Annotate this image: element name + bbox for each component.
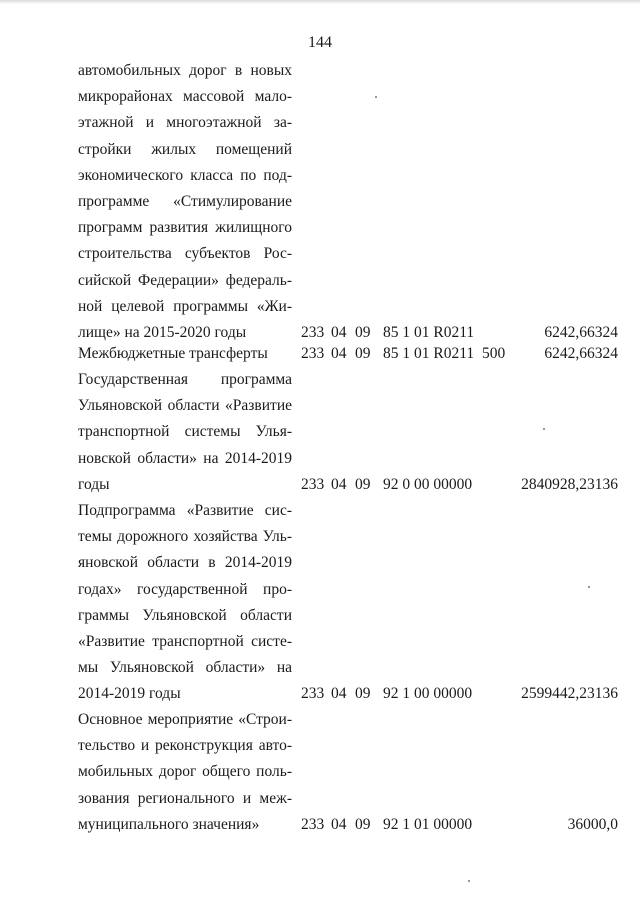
row-description-line: годы <box>78 475 110 493</box>
amount-cell: 6242,66324 <box>544 345 618 362</box>
amount-cell: 2599442,23136 <box>521 685 618 703</box>
row-description-line: микрорайонах массовой мало- <box>78 88 292 106</box>
admin-code-cell: 233 <box>301 345 325 362</box>
target-article-cell: 92 1 00 00000 <box>383 685 473 703</box>
row-description-line: лище» на 2015-2020 годы <box>78 324 247 341</box>
row-description-line: годах» государственной про- <box>78 580 292 598</box>
admin-code-cell: 233 <box>301 815 325 833</box>
row-description-line: автомобильных дорог в новых <box>78 62 292 79</box>
row-description-line: транспортной системы Улья- <box>78 423 292 441</box>
row-description-line: новской области» на 2014-2019 <box>78 449 292 467</box>
row-description-line: Государственная программа <box>78 371 292 388</box>
row-description-line: этажной и многоэтажной за- <box>78 114 292 132</box>
subsection-code-cell: 09 <box>355 475 371 493</box>
subsection-code-cell: 09 <box>355 815 371 833</box>
scan-speck <box>468 880 470 882</box>
expense-type-cell: 500 <box>482 345 506 362</box>
row-description-line: строительства субъектов Рос- <box>78 245 292 263</box>
subsection-code-cell: 09 <box>355 685 371 703</box>
admin-code-cell: 233 <box>301 324 325 341</box>
scan-speck <box>588 586 590 588</box>
row-description-line: граммы Ульяновской области <box>78 606 292 624</box>
admin-code-cell: 233 <box>301 475 325 493</box>
row-description-line: мы Ульяновской области» на <box>78 659 292 677</box>
row-description-line: муниципального значения» <box>78 815 260 833</box>
row-description-line: экономического класса по под- <box>78 166 292 184</box>
row-description-line: Межбюджетные трансферты <box>78 345 268 362</box>
section-code-cell: 04 <box>331 324 347 341</box>
row-description-line: тельство и реконструкция авто- <box>78 737 292 755</box>
subsection-code-cell: 09 <box>355 345 371 362</box>
row-description-line: мобильных дорог общего поль- <box>78 763 292 781</box>
amount-cell: 6242,66324 <box>544 324 618 341</box>
scan-speck <box>543 428 545 430</box>
page-number: 144 <box>308 34 332 51</box>
target-article-cell: 85 1 01 R0211 <box>383 324 475 341</box>
table-row <box>0 341 640 367</box>
scan-speck <box>375 96 377 98</box>
row-description-line: ной целевой программы «Жи- <box>78 297 292 315</box>
section-code-cell: 04 <box>331 685 347 703</box>
target-article-cell: 85 1 01 R0211 <box>383 345 475 362</box>
row-description-line: «Развитие транспортной систе- <box>78 633 292 650</box>
amount-cell: 2840928,23136 <box>521 475 618 493</box>
subsection-code-cell: 09 <box>355 324 371 341</box>
table-row <box>0 58 640 346</box>
table-row <box>0 367 640 498</box>
row-description-line: темы дорожного хозяйства Уль- <box>78 528 292 546</box>
row-description-line: Ульяновской области «Развитие <box>78 397 292 415</box>
target-article-cell: 92 0 00 00000 <box>383 475 473 493</box>
section-code-cell: 04 <box>331 345 347 362</box>
row-description-line: программе «Стимулирование <box>78 193 292 210</box>
row-description-line: Основное мероприятие «Строи- <box>78 711 292 728</box>
row-description-line: стройки жилых помещений <box>78 140 292 158</box>
row-description-line: 2014-2019 годы <box>78 685 181 703</box>
section-code-cell: 04 <box>331 475 347 493</box>
table-row <box>0 707 640 838</box>
amount-cell: 36000,0 <box>567 815 618 833</box>
row-description-line: Подпрограмма «Развитие сис- <box>78 502 292 519</box>
row-description-line: сийской Федерации» федераль- <box>78 271 292 289</box>
row-description-line: программ развития жилищного <box>78 219 292 237</box>
row-description-line: зования регионального и меж- <box>78 789 292 807</box>
admin-code-cell: 233 <box>301 685 325 703</box>
table-row <box>0 498 640 708</box>
scan-edge <box>0 0 640 4</box>
target-article-cell: 92 1 01 00000 <box>383 815 473 833</box>
section-code-cell: 04 <box>331 815 347 833</box>
row-description-line: яновской области в 2014-2019 <box>78 554 292 572</box>
